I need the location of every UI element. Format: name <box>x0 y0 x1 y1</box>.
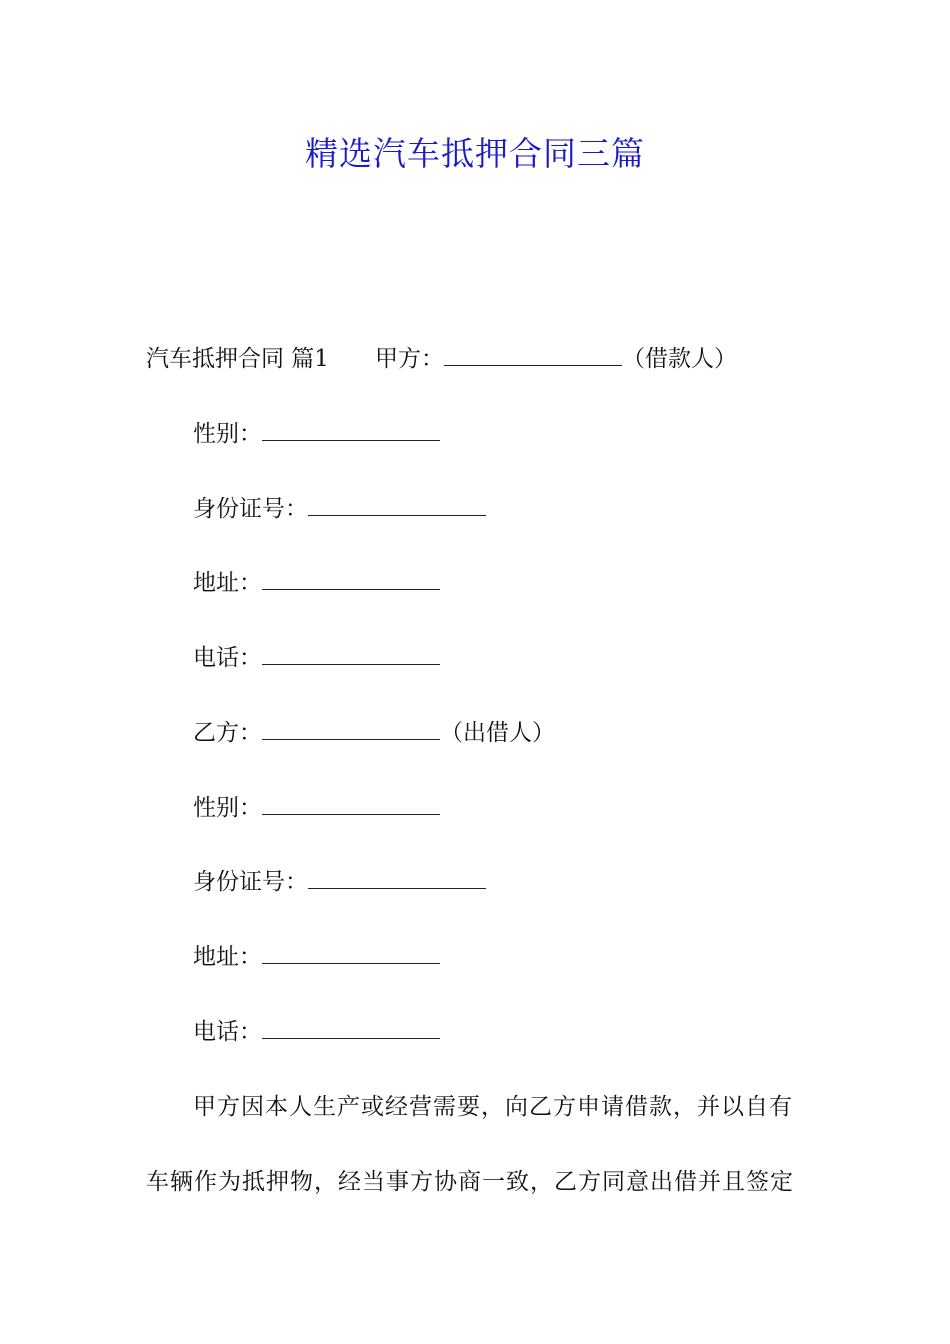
document-title: 精选汽车抵押合同三篇 <box>305 134 645 173</box>
party-b-line <box>193 718 555 748</box>
party-b-id-line <box>193 867 486 897</box>
party-b-phone-label: 电话： <box>193 1019 262 1045</box>
contract-heading-line <box>146 344 737 374</box>
party-b-phone-blank <box>262 1020 440 1039</box>
party-a-phone-blank <box>262 646 440 665</box>
party-a-phone-line <box>193 643 440 673</box>
party-b-label: 乙方： <box>193 720 262 746</box>
party-a-id-line <box>193 494 486 524</box>
party-a-role: （借款人） <box>621 346 737 372</box>
party-b-id-label: 身份证号： <box>193 869 308 895</box>
contract-label: 汽车抵押合同 篇1 <box>146 346 329 372</box>
party-a-gender-label: 性别： <box>193 421 262 447</box>
party-b-gender-label: 性别： <box>193 795 262 821</box>
body-paragraph: 甲方因本人生产或经营需要，向乙方申请借款，并以自有车辆作为抵押物，经当事方协商一致，乙方同意出借并且签定 <box>146 1094 794 1195</box>
party-b-name-blank <box>262 721 440 740</box>
party-b-address-label: 地址： <box>193 944 262 970</box>
party-a-id-label: 身份证号： <box>193 496 308 522</box>
party-a-address-blank <box>262 571 440 590</box>
party-b-address-line <box>193 942 440 972</box>
party-a-gender-line <box>193 419 440 449</box>
party-a-id-blank <box>308 497 486 516</box>
party-a-gender-blank <box>262 422 440 441</box>
party-a-address-label: 地址： <box>193 570 262 596</box>
party-a-phone-label: 电话： <box>193 645 262 671</box>
party-b-phone-line <box>193 1017 440 1047</box>
party-b-role: （出借人） <box>440 720 555 746</box>
party-a-name-blank <box>444 347 622 366</box>
party-a-label: 甲方： <box>374 346 444 372</box>
party-b-address-blank <box>262 945 440 964</box>
party-b-gender-blank <box>262 796 440 815</box>
party-a-address-line <box>193 568 440 598</box>
party-b-gender-line <box>193 793 440 823</box>
party-b-id-blank <box>308 870 486 889</box>
